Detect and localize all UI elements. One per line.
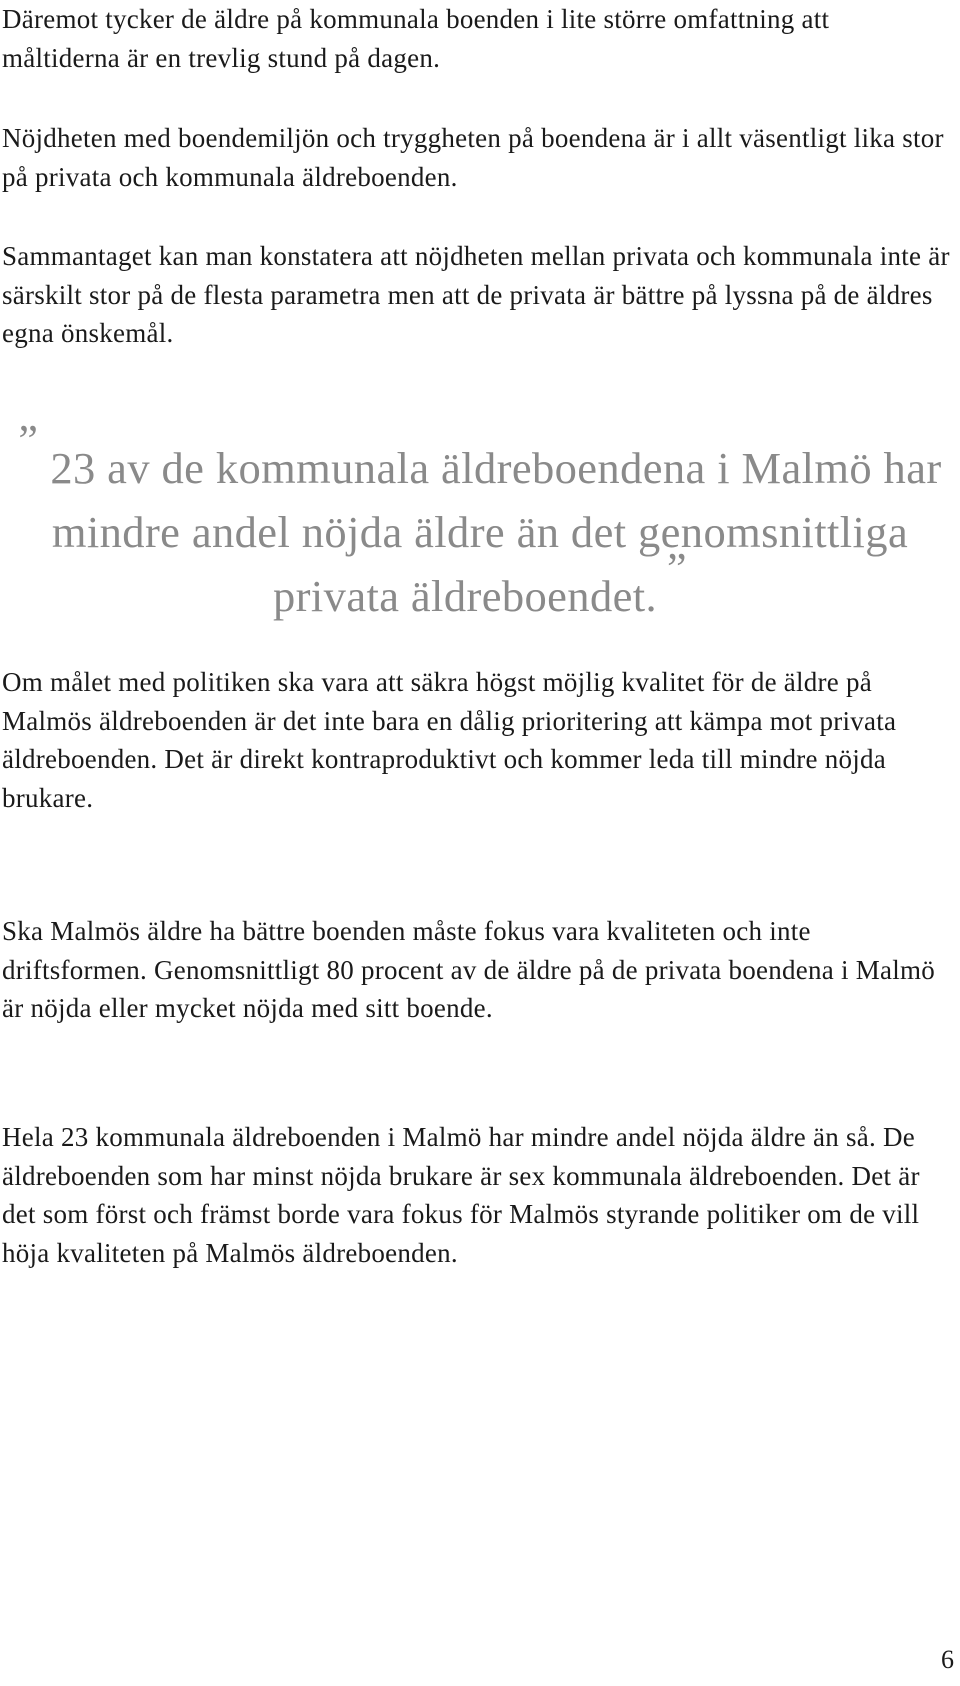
body-paragraph: Om målet med politiken ska vara att säkra högst möjlig kvalitet för de äldre på Malmös äldreboenden är det inte bara en dålig prioritering att kämpa mot privata äldreboenden. Det är direkt kontraproduktivt och kommer leda till mindre nöjda brukare.: [2, 667, 897, 813]
body-paragraph: Nöjdheten med boendemiljön och tryggheten på boendena är i allt väsentligt lika stor på privata och kommunala äldreboenden.: [2, 123, 944, 192]
pull-quote-text: 23 av de kommunala äldreboendena i Malmö har mindre andel nöjda äldre än det genomsnittliga privata äldreboendet.: [50, 443, 942, 621]
body-paragraph: Hela 23 kommunala äldreboenden i Malmö har mindre andel nöjda äldre än så. De äldreboenden som har minst nöjda brukare är sex kommunala äldreboenden. Det är det som först och främst borde vara fokus för Malmös styrande politiker om de vill höja kvaliteten på Malmös äldreboenden.: [2, 1122, 920, 1268]
body-paragraph: Sammantaget kan man konstatera att nöjdheten mellan privata och kommunala inte är särskilt stor på de flesta parametra men att de privata är bättre på lyssna på de äldres egna önskemål.: [2, 241, 950, 348]
body-paragraph: Ska Malmös äldre ha bättre boenden måste fokus vara kvaliteten och inte driftsformen. Genomsnittligt 80 procent av de äldre på de privata boendena i Malmö är nöjda eller mycket nöjda med sitt boende.: [2, 916, 935, 1023]
page-number: 6: [941, 1645, 954, 1674]
pull-quote: ”23 av de kommunala äldreboendena i Malmö har mindre andel nöjda äldre än det genomsnittliga privata äldreboendet.”: [18, 416, 942, 621]
body-paragraph: Däremot tycker de äldre på kommunala boenden i lite större omfattning att måltiderna är en trevlig stund på dagen.: [2, 4, 830, 73]
